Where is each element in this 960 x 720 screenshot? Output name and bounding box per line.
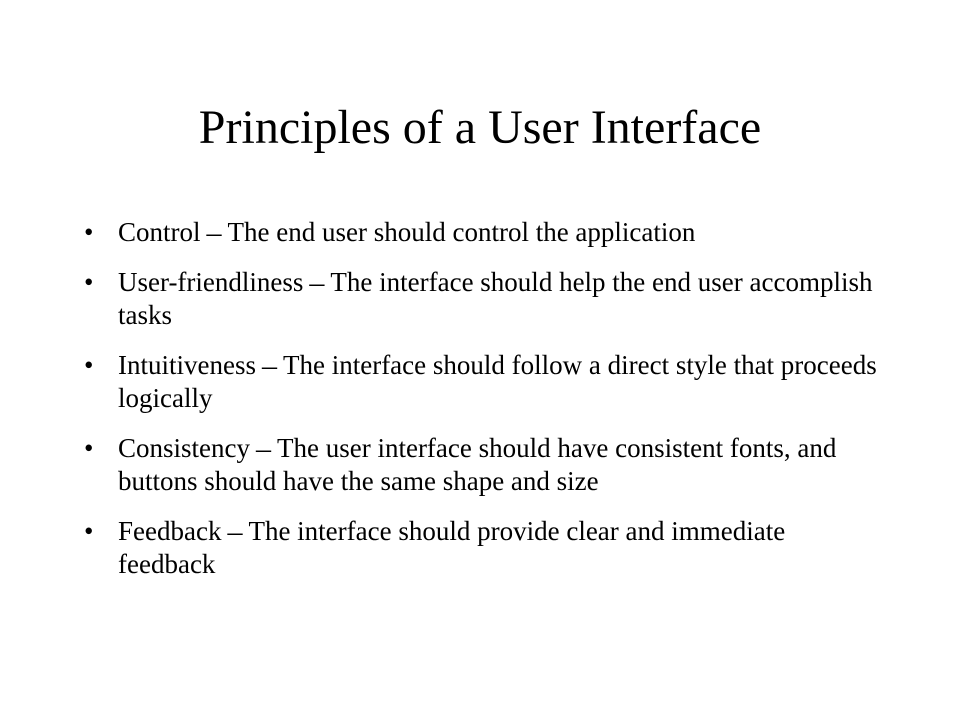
bullet-text: The interface should provide clear and immediate feedback (118, 516, 786, 579)
dash-separator: – (206, 216, 222, 249)
bullet-item-feedback (84, 515, 884, 581)
dash-separator: – (261, 349, 277, 382)
bullet-icon: • (84, 267, 94, 297)
bullet-term: User-friendliness (118, 267, 304, 297)
bullet-item-user-friendliness (84, 266, 884, 332)
bullet-text: The interface should help the end user accomplish tasks (118, 267, 873, 330)
bullet-text: The interface should follow a direct style that proceeds logically (118, 350, 877, 413)
dash-separator: – (309, 266, 325, 299)
bullet-item-consistency (84, 432, 884, 498)
bullet-term: Consistency (118, 433, 250, 463)
bullet-icon: • (84, 433, 94, 463)
dash-separator: – (227, 515, 243, 548)
bullet-icon: • (84, 217, 94, 247)
bullet-item-control (84, 216, 884, 249)
bullet-text: The user interface should have consistent fonts, and buttons should have the same shape and size (118, 433, 837, 496)
bullet-icon: • (84, 516, 94, 546)
bullet-term: Feedback (118, 516, 222, 546)
bullet-item-intuitiveness (84, 349, 884, 415)
slide-title: Principles of a User Interface (198, 101, 762, 154)
bullet-icon: • (84, 350, 94, 380)
bullet-term: Control (118, 217, 201, 247)
bullet-text: The end user should control the application (227, 217, 696, 247)
dash-separator: – (256, 432, 271, 465)
bullet-list (84, 216, 884, 598)
bullet-term: Intuitiveness (118, 350, 256, 380)
